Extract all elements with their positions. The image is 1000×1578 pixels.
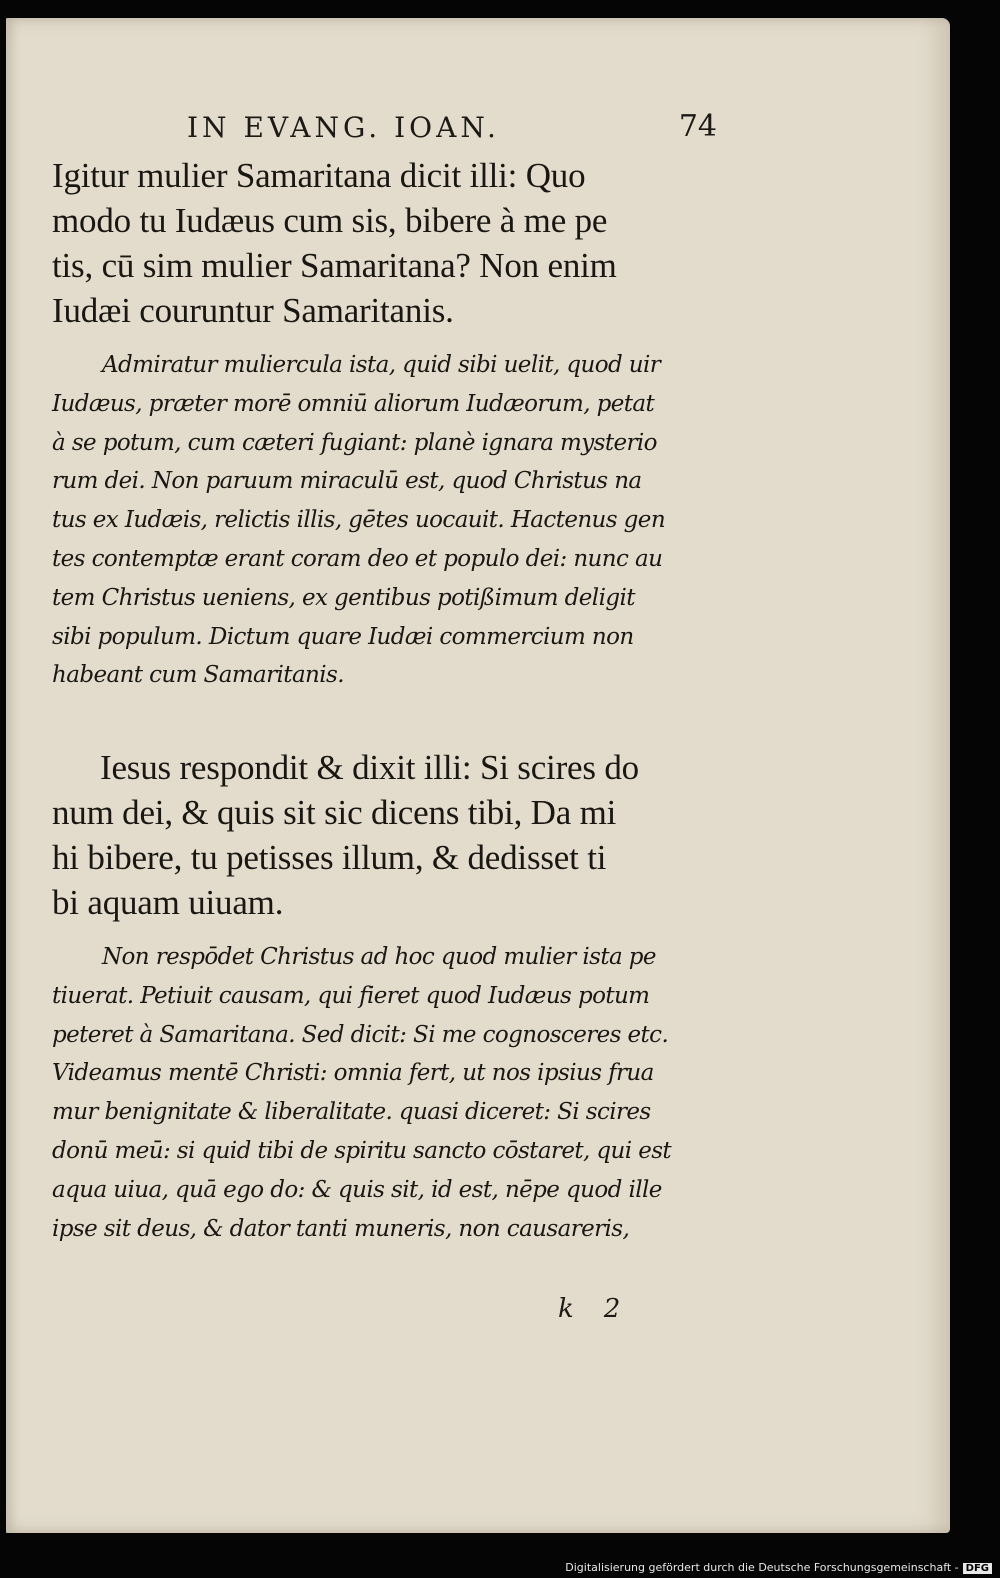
- folio-number: 74: [678, 109, 717, 144]
- text-line: Iudæus, præter morē omniū aliorum Iudæorum, petat: [52, 390, 655, 417]
- signature-number: 2: [603, 1294, 621, 1324]
- text-line: tiuerat. Petiuit causam, qui fieret quod Iudæus potum: [52, 982, 650, 1009]
- paragraph-commentary-2: [52, 938, 730, 1248]
- signature-letter: k: [558, 1294, 574, 1324]
- text-line: Non respōdet Christus ad hoc quod mulier ista pe: [102, 944, 656, 970]
- text-line: Videamus mentē Christi: omnia fert, ut nos ipsius frua: [52, 1060, 654, 1087]
- running-header: [187, 111, 717, 151]
- paragraph-scripture-1: [52, 153, 730, 333]
- text-line: tus ex Iudæis, relictis illis, gētes uocauit. Hactenus gen: [52, 507, 666, 534]
- dfg-logo: DFG: [963, 1563, 992, 1574]
- paragraph-scripture-2: [52, 745, 730, 925]
- text-line: modo tu Iudæus cum sis, bibere à me pe: [52, 201, 608, 240]
- signature-mark: [558, 1294, 650, 1324]
- text-line: Igitur mulier Samaritana dicit illi: Quo: [52, 156, 586, 195]
- text-line: Admiratur muliercula ista, quid sibi uelit, quod uir: [102, 352, 661, 378]
- text-line: aqua uiua, quā ego do: & quis sit, id est, nēpe quod ille: [52, 1176, 662, 1203]
- text-line: Iesus respondit & dixit illi: Si scires do: [100, 748, 639, 787]
- text-line: Iudæi couruntur Samaritanis.: [52, 291, 454, 330]
- text-line: bi aquam uiuam.: [52, 883, 284, 922]
- digitization-credit: [565, 1561, 992, 1574]
- text-line: sibi populum. Dictum quare Iudæi commercium non: [52, 623, 634, 650]
- text-line: tem Christus ueniens, ex gentibus potißimum deligit: [52, 584, 635, 611]
- credit-text: Digitalisierung gefördert durch die Deutsche Forschungsgemeinschaft -: [565, 1561, 959, 1574]
- text-line: ipse sit deus, & dator tanti muneris, non causareris,: [52, 1215, 630, 1242]
- text-line: hi bibere, tu petisses illum, & dedisset ti: [52, 838, 607, 877]
- text-line: à se potum, cum cæteri fugiant: planè ignara mysterio: [52, 429, 657, 456]
- text-line: tes contemptæ erant coram deo et populo dei: nunc au: [52, 545, 663, 572]
- text-line: num dei, & quis sit sic dicens tibi, Da mi: [52, 793, 617, 832]
- paragraph-commentary-1: [52, 346, 730, 695]
- text-line: habeant cum Samaritanis.: [52, 662, 344, 689]
- text-line: rum dei. Non paruum miraculū est, quod Christus na: [52, 468, 642, 495]
- text-line: peteret à Samaritana. Sed dicit: Si me cognosceres etc.: [52, 1021, 669, 1048]
- text-line: mur benignitate & liberalitate. quasi diceret: Si scires: [52, 1099, 651, 1126]
- text-line: tis, cū sim mulier Samaritana? Non enim: [52, 246, 617, 285]
- running-title: IN EVANG. IOAN.: [187, 111, 500, 144]
- text-line: donū meū: si quid tibi de spiritu sancto cōstaret, qui est: [52, 1137, 672, 1164]
